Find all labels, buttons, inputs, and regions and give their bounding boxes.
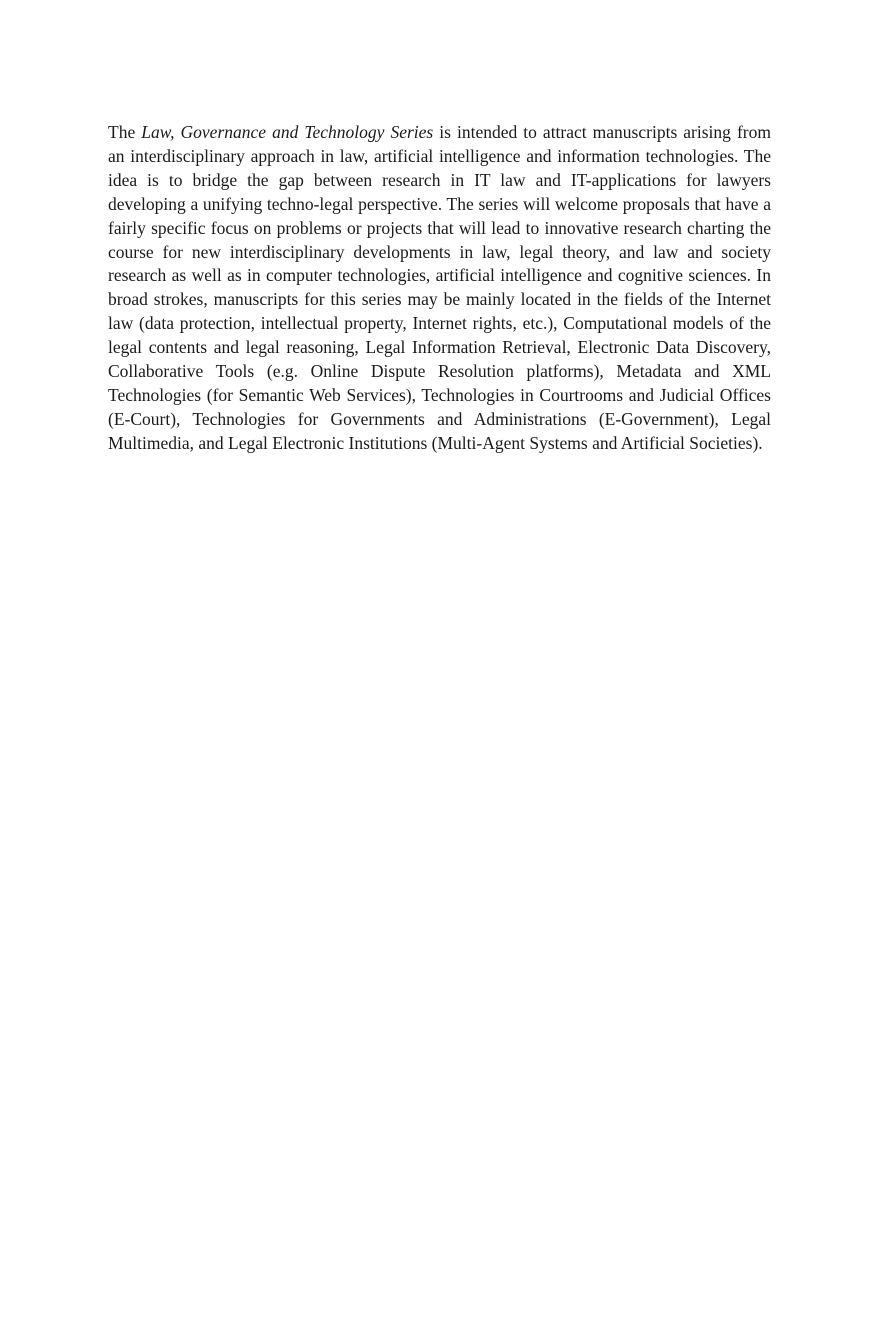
paragraph-body: is intended to attract manuscripts arising from an interdisciplinary approach in law, artificial intelligence and information technologies. The idea is to bridge the gap between research in IT law and IT-applications for lawyers developing a unifying techno-legal perspective. The series will welcome proposals that have a fairly specific focus on problems or projects that will lead to innovative research charting the course for new interdisciplinary developments in law, legal theory, and law and society research as well as in computer technologies, artificial intelligence and cognitive sciences. In broad strokes, manuscripts for this series may be mainly located in the fields of the Internet law (data protection, intellectual property, Internet rights, etc.), Computational models of the legal contents and legal reasoning, Legal Information Retrieval, Electronic Data Discovery, Collaborative Tools (e.g. Online Dispute Resolution platforms), Metadata and XML Technologies (for Semantic Web Services), Technologies in Courtrooms and Judicial Offices (E-Court), Technologies for Governments and Administrations (E-Government), Legal Multimedia, and Legal Electronic Institutions (Multi-Agent Systems and Artificial Societies). <box>108 122 771 453</box>
paragraph-lead: The <box>108 122 142 142</box>
series-description-paragraph <box>108 121 771 456</box>
series-name: Law, Governance and Technology Series <box>141 122 434 142</box>
